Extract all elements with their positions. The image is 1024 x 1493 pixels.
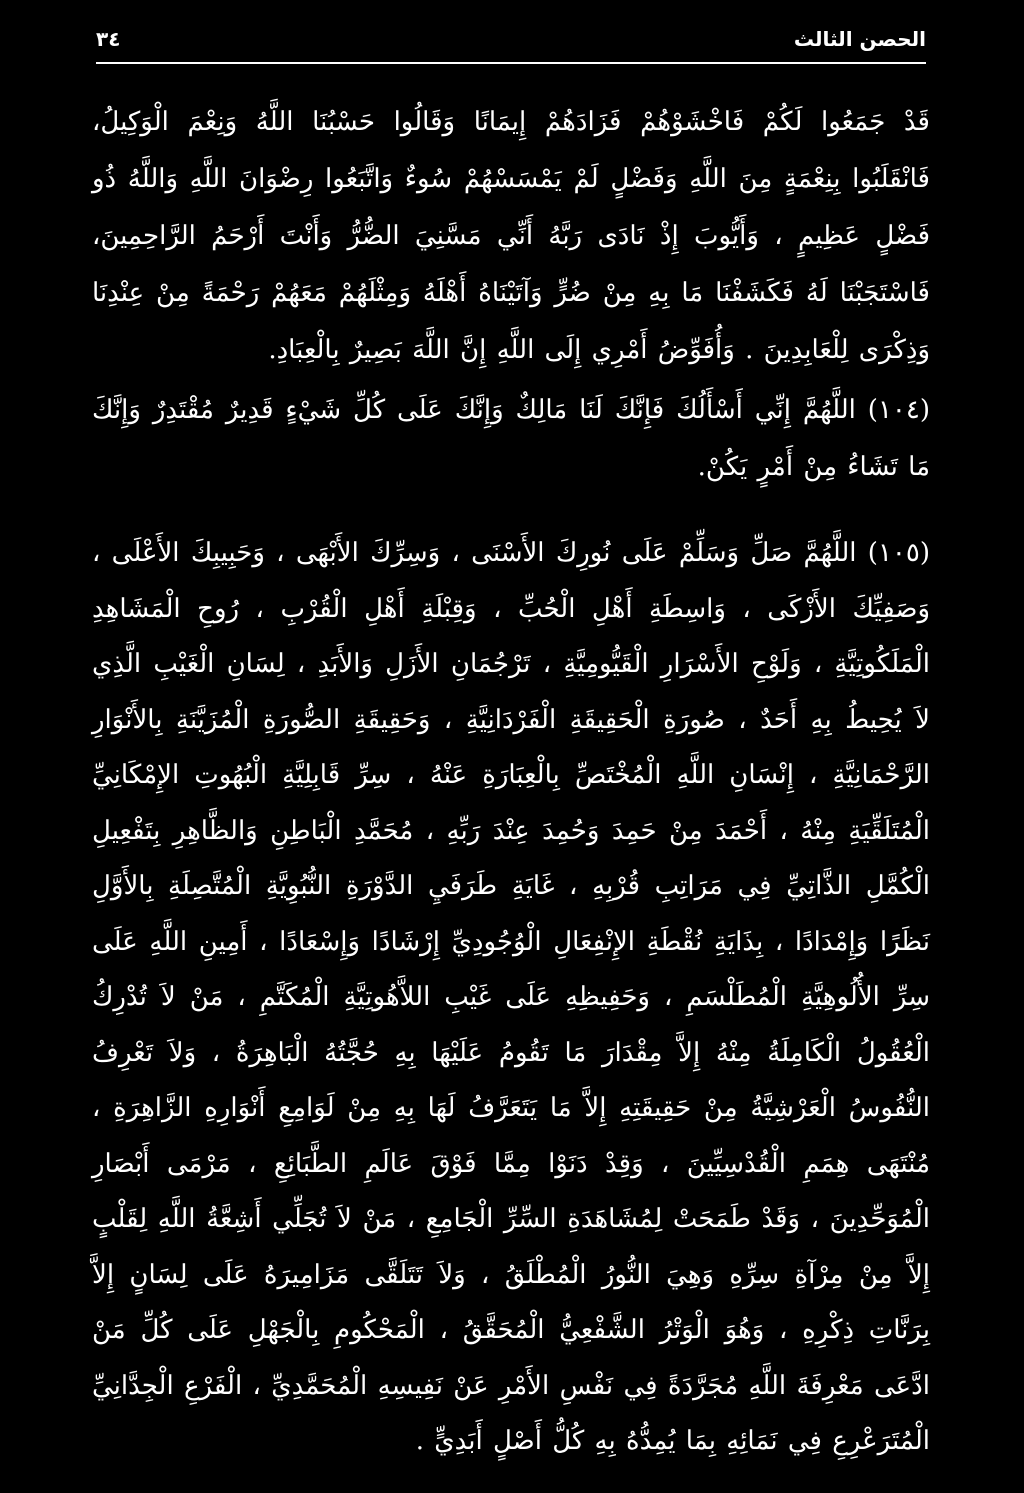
paragraph-105 bbox=[92, 526, 930, 1470]
section-title: الحصن الثالث bbox=[793, 27, 926, 51]
page-number: ٣٤ bbox=[96, 27, 121, 51]
paragraph-text: قَدْ جَمَعُوا لَكُمْ فَاخْشَوْهُمْ فَزَادَهُمْ إِيمَانًا وَقَالُوا حَسْبُنَا اللَّهُ وَنِعْمَ الْوَكِيلُ، فَانْقَلَبُوا بِنِعْمَةٍ مِنَ اللَّهِ وَفَضْلٍ لَمْ يَمْسَسْهُمْ سُوءٌ وَاتَّبَعُوا رِضْوَانَ اللَّهِ وَاللَّهُ ذُو فَضْلٍ عَظِيمٍ ، وَأَيُّوبَ إِذْ نَادَى رَبَّهُ أَنِّي مَسَّنِيَ الضُّرُّ وَأَنْتَ أَرْحَمُ الرَّاحِمِينَ، فَاسْتَجَبْنَا لَهُ فَكَشَفْنَا مَا بِهِ مِنْ ضُرٍّ وَآتَيْنَاهُ أَهْلَهُ وَمِثْلَهُمْ مَعَهُمْ رَحْمَةً مِنْ عِنْدِنَا وَذِكْرَى لِلْعَابِدِينَ . وَأُفَوِّضُ أَمْرِي إِلَى اللَّهِ إِنَّ اللَّهَ بَصِيرٌ بِالْعِبَادِ. bbox=[92, 107, 930, 365]
paragraph-text: اللَّهُمَّ إِنِّي أَسْأَلُكَ فَإِنَّكَ لَنَا مَالِكٌ وَإِنَّكَ عَلَى كُلِّ شَيْءٍ قَدِيرٌ مُقْتَدِرٌ وَإِنَّكَ مَا تَشَاءُ مِنْ أَمْرٍ يَكُنْ. bbox=[92, 395, 930, 482]
paragraph-104 bbox=[92, 382, 930, 496]
paragraph-number: (١٠٥) bbox=[867, 538, 930, 568]
page-header bbox=[96, 22, 926, 56]
paragraph-number: (١٠٤) bbox=[867, 395, 931, 425]
paragraph-continuation bbox=[92, 94, 930, 379]
paragraph-text: اللَّهُمَّ صَلِّ وَسَلِّمْ عَلَى نُورِكَ الأَسْنَى ، وَسِرِّكَ الأَبْهَى ، وَحَبِيبِكَ الأَعْلَى ، وَصَفِيِّكَ الأَزْكَى ، وَاسِطَةِ أَهْلِ الْحُبِّ ، وَقِبْلَةِ أَهْلِ الْقُرْبِ ، رُوحِ الْمَشَاهِدِ الْمَلَكُوتِيَّةِ ، وَلَوْحِ الأَسْرَارِ الْقَيُّومِيَّةِ ، تَرْجُمَانِ الأَزَلِ وَالأَبَدِ ، لِسَانِ الْغَيْبِ الَّذِي لاَ يُحِيطُ بِهِ أَحَدٌ ، صُورَةِ الْحَقِيقَةِ الْفَرْدَانِيَّةِ ، وَحَقِيقَةِ الصُّورَةِ الْمُزَيَّنَةِ بِالأَنْوَارِ الرَّحْمَانِيَّةِ ، إِنْسَانِ اللَّهِ الْمُخْتَصِّ بِالْعِبَارَةِ عَنْهُ ، سِرِّ قَابِلِيَّةِ الْبُهُوتِ الإِمْكَانِيِّ الْمُتَلَقِّيَةِ مِنْهُ ، أَحْمَدَ مِنْ حَمِدَ وَحُمِدَ عِنْدَ رَبِّهِ ، مُحَمَّدِ الْبَاطِنِ وَالظَّاهِرِ بِتَفْعِيلِ الْكُمَّلِ الذَّاتِيِّ فِي مَرَاتِبِ قُرْبِهِ ، غَايَةِ طَرَفَيِ الدَّوْرَةِ النُّبُوِيَّةِ الْمُتَّصِلَةِ بِالأَوَّلِ نَظَرًا وَإِمْدَادًا ، بِذَايَةِ نُقْطَةِ الإِنْفِعَالِ الْوُجُودِيِّ إِرْشَادًا وَإِسْعَادًا ، أَمِينِ اللَّهِ عَلَى سِرِّ الأُلُوهِيَّةِ الْمُطَلْسَمِ ، وَحَفِيظِهِ عَلَى غَيْبِ اللاَّهُوتِيَّةِ الْمُكَتَّمِ ، مَنْ لاَ تُدْرِكُ الْعُقُولُ الْكَامِلَةُ مِنْهُ إِلاَّ مِقْدَارَ مَا تَقُومُ عَلَيْهَا بِهِ حُجَّتُهُ الْبَاهِرَةُ ، وَلاَ تَعْرِفُ النُّفُوسُ الْعَرْشِيَّةُ مِنْ حَقِيقَتِهِ إِلاَّ مَا يَتَعَرَّفُ لَهَا بِهِ مِنْ لَوَامِعِ أَنْوَارِهِ الزَّاهِرَةِ ، مُنْتَهَى هِمَمِ الْقُدْسِيِّينَ ، وَقِدْ دَنَوْا مِمَّا فَوْقَ عَالَمِ الطَّبَائِعِ ، مَرْمَى أَبْصَارِ الْمُوَحِّدِينَ ، وَقَدْ طَمَحَتْ لِمُشَاهَدَةِ السِّرِّ الْجَامِعِ ، مَنْ لاَ تُجَلِّي أَشِعَّةُ اللَّهِ لِقَلْبٍ إِلاَّ مِنْ مِرْآةِ سِرِّهِ وَهِيَ النُّورُ الْمُطْلَقُ ، وَلاَ تَتَلَقَّى مَزَامِيرَهُ عَلَى لِسَانٍ إِلاَّ بِرَنَّاتِ ذِكْرِهِ ، وَهُوَ الْوَتْرُ الشَّفْعِيُّ الْمُحَقَّقُ ، الْمَحْكُومِ بِالْجَهْلِ عَلَى كُلِّ مَنْ ادَّعَى مَعْرِفَةَ اللَّهِ مُجَرَّدَةً فِي نَفْسِ الأَمْرِ عَنْ نَفِيسِهِ الْمُحَمَّدِيِّ ، الْفَرْعِ الْجِدَّانِيِّ الْمُتَرَعْرِعِ فِي نَمَائِهِ بِمَا يُمِدُّهُ بِهِ كُلُّ أَصْلٍ أَبَدِيٍّ . bbox=[92, 538, 930, 1456]
header-divider bbox=[96, 62, 926, 64]
